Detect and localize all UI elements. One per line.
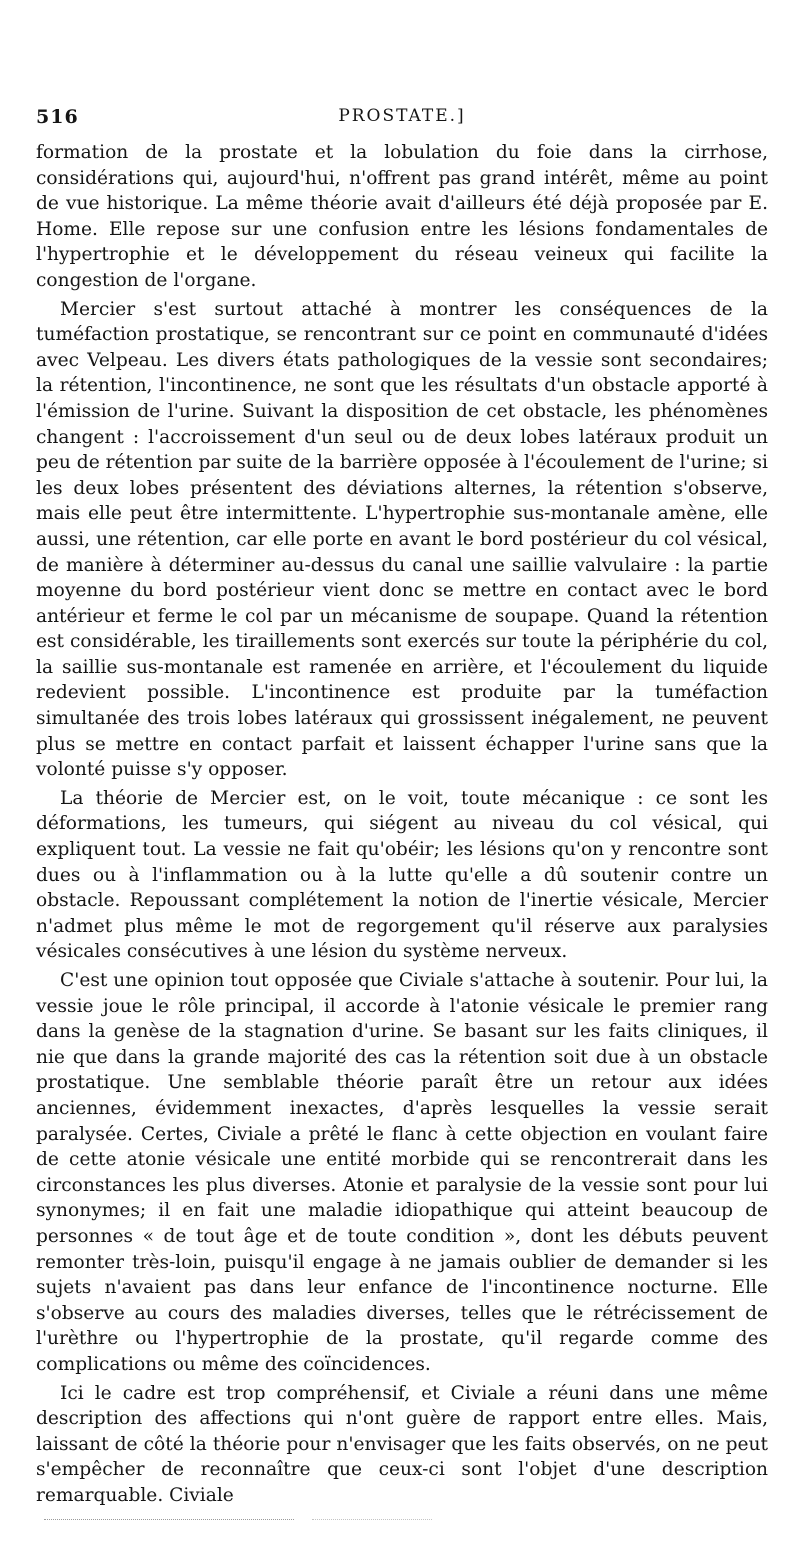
page-number: 516 (36, 106, 79, 128)
paragraph-civiale-opinion: C'est une opinion tout opposée que Civiale s'attache à soutenir. Pour lui, la vessie joue le rôle principal, il accorde à l'atonie vésicale le premier rang dans la genèse de la stagnation d'urine. Se basant sur les faits cliniques, il nie que dans la grande majorité des cas la rétention soit due à un obstacle prostatique. Une semblable théorie paraît être un retour aux idées anciennes, évidemment inexactes, d'après lesquelles la vessie serait paralysée. Certes, Civiale a prêté le flanc à cette objection en voulant faire de cette atonie vésicale une entité morbide qui se rencontrerait dans les circonstances les plus diverses. Atonie et paralysie de la vessie sont pour lui synonymes; il en fait une maladie idiopathique qui atteint beaucoup de personnes « de tout âge et de toute condition », dont les débuts peuvent remonter très-loin, puisqu'il engage à ne jamais oublier de demander si les sujets n'avaient pas dans leur enfance de l'incontinence nocturne. Elle s'observe au cours des maladies diverses, telles que le rétrécissement de l'urèthre ou l'hypertrophie de la prostate, qu'il regarde comme des complications ou même des coïncidences. (36, 970, 768, 1375)
running-title: PROSTATE.] (338, 106, 466, 126)
paragraph-continuation: formation de la prostate et la lobulation du foie dans la cirrhose, considérations qui, aujourd'hui, n'offrent pas grand intérêt, même au point de vue historique. La même théorie avait d'ailleurs été déjà proposée par E. Home. Elle repose sur une confusion entre les lésions fondamentales de l'hypertrophie et le développement du réseau veineux qui facilite la congestion de l'organe. (36, 142, 768, 291)
footer-dotted-rule (44, 1519, 294, 1520)
footer-dotted-rule-secondary (312, 1519, 432, 1520)
paragraph-mercier-theory: La théorie de Mercier est, on le voit, toute mécanique : ce sont les déformations, les tumeurs, qui siégent au niveau du col vésical, qui expliquent tout. La vessie ne fait qu'obéir; les lésions qu'on y rencontre sont dues ou à l'inflammation ou à la lutte qu'elle a dû soutenir contre un obstacle. Repoussant complétement la notion de l'inertie vésicale, Mercier n'admet plus même le mot de regorgement qu'il réserve aux paralysies vésicales consécutives à une lésion du système nerveux. (36, 787, 768, 963)
running-head (36, 106, 768, 136)
body-text (36, 140, 768, 1511)
paragraph-mercier-consequences: Mercier s'est surtout attaché à montrer les conséquences de la tuméfaction prostatique, se rencontrant sur ce point en communauté d'idées avec Velpeau. Les divers états pathologiques de la vessie sont secondaires; la rétention, l'incontinence, ne sont que les résultats d'un obstacle apporté à l'émission de l'urine. Suivant la disposition de cet obstacle, les phénomènes changent : l'accroissement d'un seul ou de deux lobes latéraux produit un peu de rétention par suite de la barrière opposée à l'écoulement de l'urine; si les deux lobes présentent des déviations alternes, la rétention s'observe, mais elle peut être intermittente. L'hypertrophie sus-montanale amène, elle aussi, une rétention, car elle porte en avant le bord postérieur du col vésical, de manière à déterminer au-dessus du canal une saillie valvulaire : la partie moyenne du bord postérieur vient donc se mettre en contact avec le bord antérieur et ferme le col par un mécanisme de soupape. Quand la rétention est considérable, les tiraillements sont exercés sur toute la périphérie du col, la saillie sus-montanale est ramenée en arrière, et l'écoulement du liquide redevient possible. L'incontinence est produite par la tuméfaction simultanée des trois lobes latéraux qui grossissent inégalement, ne peuvent plus se mettre en contact parfait et laissent échapper l'urine sans que la volonté puisse s'y opposer. (36, 298, 768, 781)
paragraph-civiale-description: Ici le cadre est trop compréhensif, et Civiale a réuni dans une même description des affections qui n'ont guère de rapport entre elles. Mais, laissant de côté la théorie pour n'envisager que les faits observés, on ne peut s'empêcher de reconnaître que ceux-ci sont l'objet d'une description remarquable. Civiale (36, 1382, 768, 1506)
